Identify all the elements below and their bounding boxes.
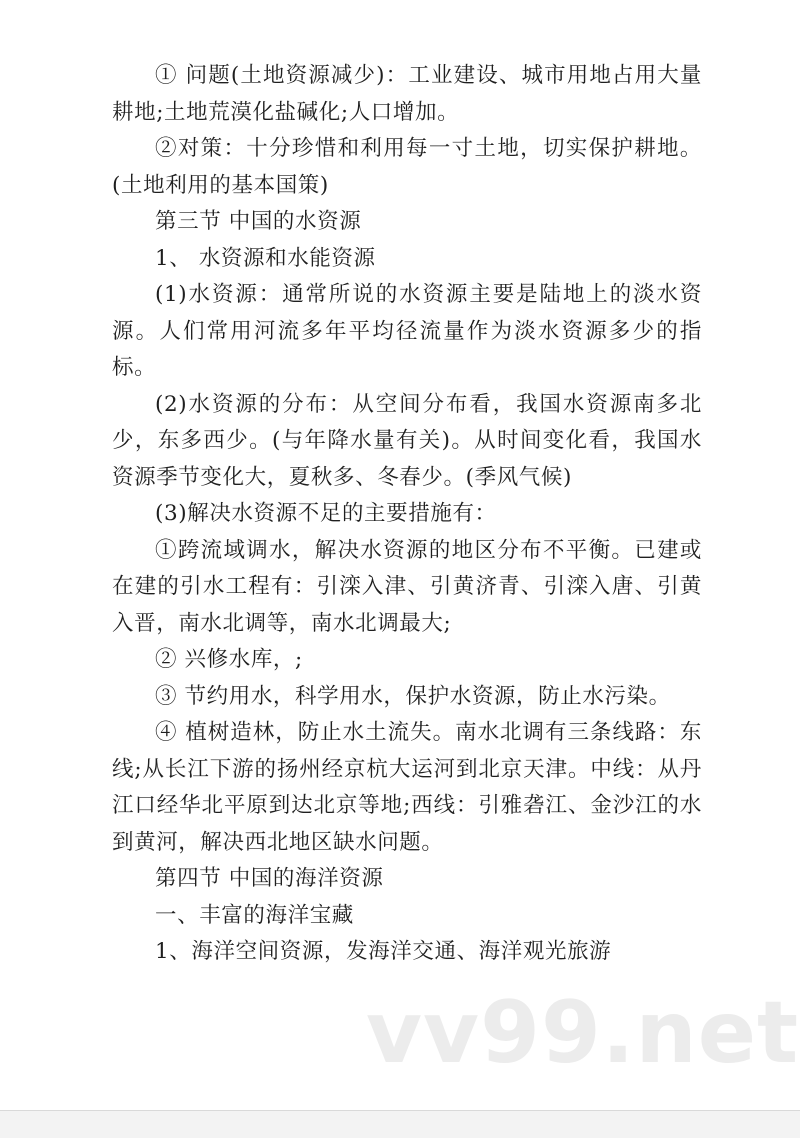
- paragraph-afforestation: ④ 植树造林，防止水土流失。南水北调有三条线路：东线;从长江下游的扬州经京杭大运河到北京天津。中线：从丹江口经华北平原到达北京等地;西线：引雅砻江、金沙江的水到黄河，解决西北地区缺水问题。: [112, 720, 702, 855]
- subheading-water-resources: 1、 水资源和水能资源: [155, 245, 376, 271]
- paragraph-water-distribution: (2)水资源的分布：从空间分布看，我国水资源南多北少，东多西少。(与年降水量有关)。从时间变化看，我国水资源季节变化大，夏秋多、冬春少。(季风气候): [112, 391, 702, 490]
- subheading-ocean-treasure: 一、丰富的海洋宝藏: [155, 902, 354, 928]
- section-heading-ocean: 第四节 中国的海洋资源: [155, 866, 384, 891]
- paragraph-water-definition: (1)水资源：通常所说的水资源主要是陆地上的淡水资源。人们常用河流多年平均径流量作为淡水资源多少的指标。: [112, 282, 702, 380]
- watermark-text: vv99.net: [366, 983, 800, 1083]
- section-heading-water: 第三节 中国的水资源: [155, 209, 362, 234]
- document-body: [112, 58, 702, 971]
- paragraph-water-saving: ③ 节约用水，科学用水，保护水资源，防止水污染。: [155, 683, 671, 709]
- paragraph-reservoir: ② 兴修水库，;: [155, 647, 303, 672]
- paragraph-land-problem: ① 问题(土地资源减少)：工业建设、城市用地占用大量耕地;土地荒漠化盐碱化;人口增加。: [112, 63, 702, 125]
- paragraph-ocean-space: 1、海洋空间资源，发海洋交通、海洋观光旅游: [155, 939, 612, 964]
- paragraph-land-policy: ②对策：十分珍惜和利用每一寸土地，切实保护耕地。(土地利用的基本国策): [112, 136, 702, 198]
- paragraph-water-transfer: ①跨流域调水，解决水资源的地区分布不平衡。已建或在建的引水工程有：引滦入津、引黄济青、引滦入唐、引黄入晋，南水北调等，南水北调最大;: [112, 537, 702, 636]
- paragraph-water-measures-intro: (3)解决水资源不足的主要措施有：: [155, 501, 497, 526]
- page-bottom-edge: [0, 1110, 800, 1138]
